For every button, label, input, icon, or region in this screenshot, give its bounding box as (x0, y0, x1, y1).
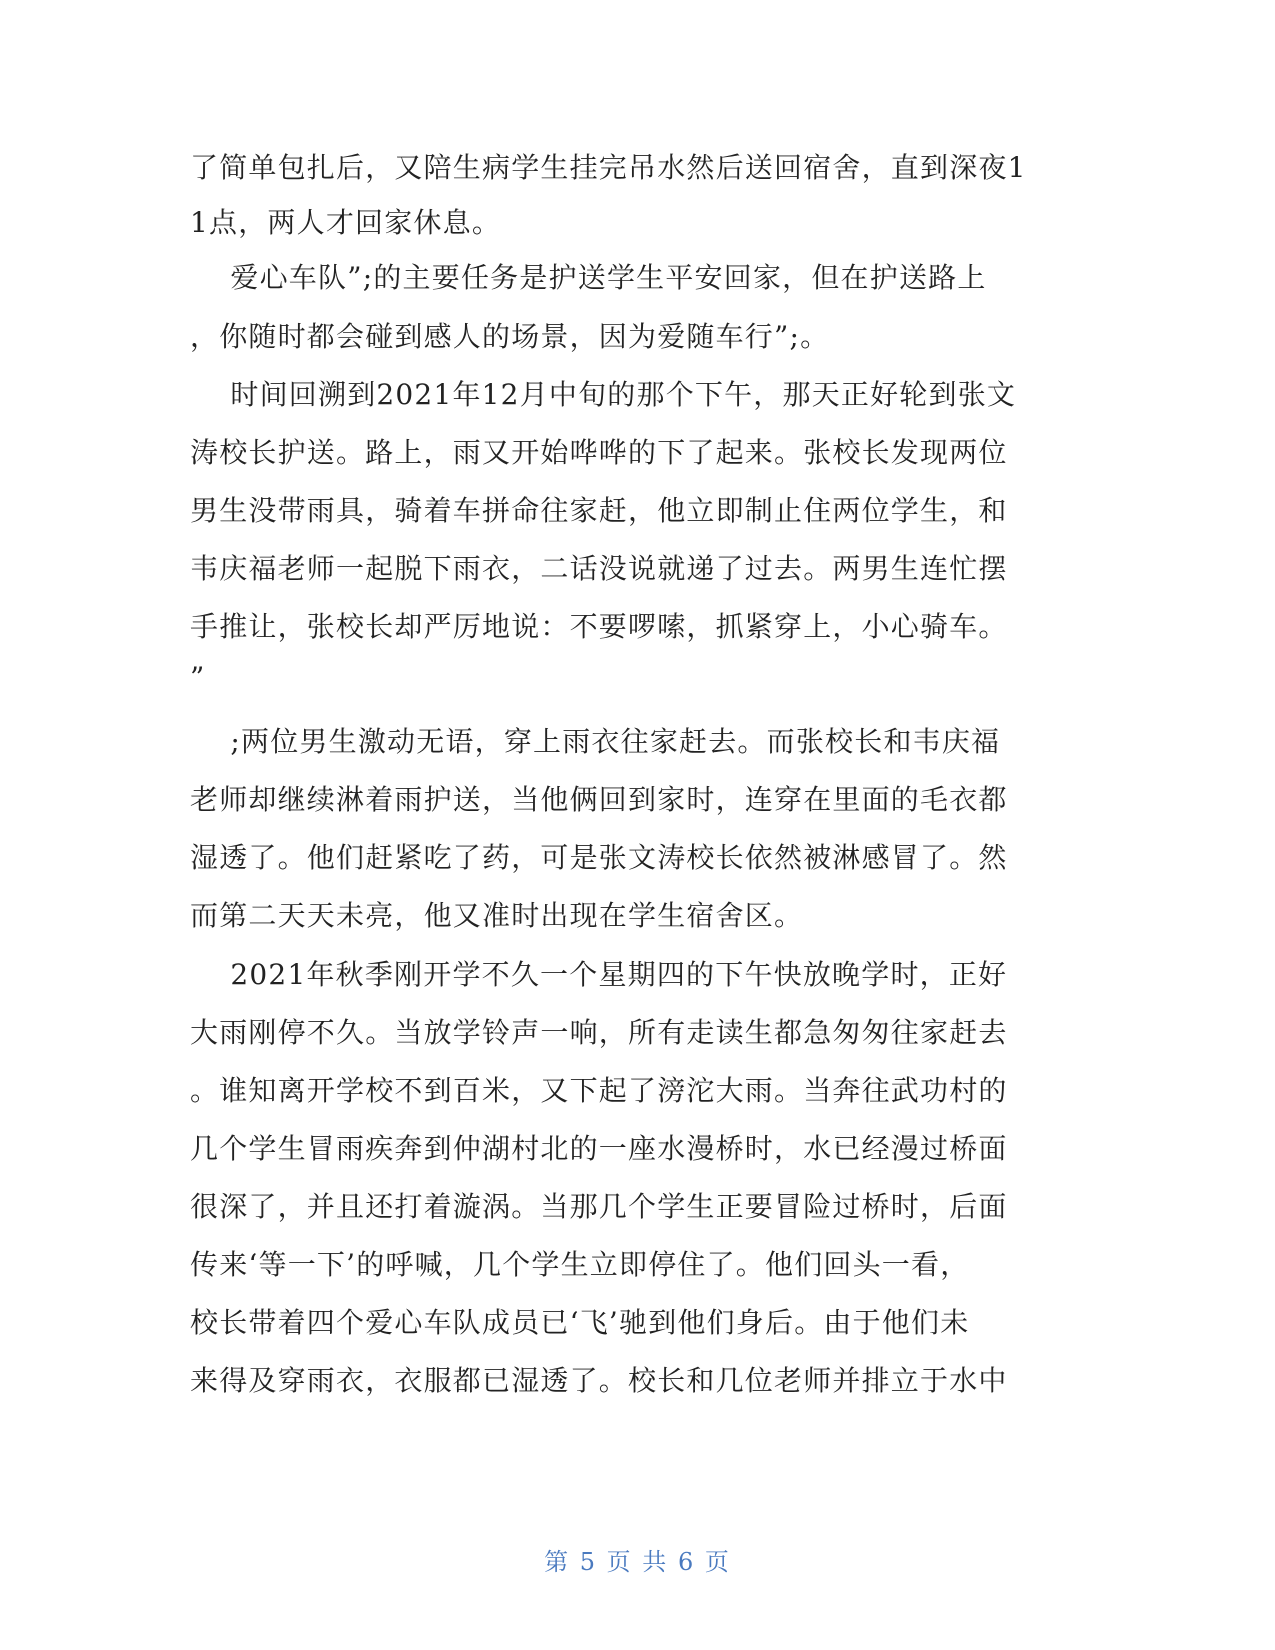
text-line: 手推让，张校长却严厉地说：不要啰嗦，抓紧穿上，小心骑车。 (190, 610, 1008, 643)
text-line: 老师却继续淋着雨护送，当他俩回到家时，连穿在里面的毛衣都 (190, 783, 1008, 816)
text-line: 1点，两人才回家休息。 (190, 206, 502, 239)
text-line: 2021年秋季刚开学不久一个星期四的下午快放晚学时，正好 (190, 958, 1008, 991)
text-line: ;两位男生激动无语，穿上雨衣往家赶去。而张校长和韦庆福 (190, 725, 1001, 758)
text-line: ，你随时都会碰到感人的场景，因为爱随车行”;。 (190, 320, 830, 353)
text-line: 男生没带雨具，骑着车拼命往家赶，他立即制止住两位学生，和 (190, 494, 1008, 527)
text-line: 。谁知离开学校不到百米，又下起了滂沱大雨。当奔往武功村的 (190, 1074, 1008, 1107)
text-line: 湿透了。他们赶紧吃了药，可是张文涛校长依然被淋感冒了。然 (190, 841, 1008, 874)
text-line: 涛校长护送。路上，雨又开始哗哗的下了起来。张校长发现两位 (190, 436, 1008, 469)
page-number-footer: 第 5 页 共 6 页 (544, 1548, 731, 1576)
text-line: 爱心车队”;的主要任务是护送学生平安回家，但在护送路上 (190, 261, 987, 294)
text-line: 了简单包扎后，又陪生病学生挂完吊水然后送回宿舍，直到深夜1 (190, 151, 1027, 184)
text-line: 校长带着四个爱心车队成员已‘飞’驰到他们身后。由于他们未 (190, 1306, 970, 1339)
text-line: 很深了，并且还打着漩涡。当那几个学生正要冒险过桥时，后面 (190, 1190, 1008, 1223)
text-line: 几个学生冒雨疾奔到仲湖村北的一座水漫桥时，水已经漫过桥面 (190, 1132, 1008, 1165)
text-line: 时间回溯到2021年12月中旬的那个下午，那天正好轮到张文 (190, 378, 1017, 411)
text-line: 传来‘等一下’的呼喊，几个学生立即停住了。他们回头一看， (190, 1248, 970, 1281)
text-line: ” (190, 661, 206, 694)
text-line: 韦庆福老师一起脱下雨衣，二话没说就递了过去。两男生连忙摆 (190, 552, 1008, 585)
text-line: 来得及穿雨衣，衣服都已湿透了。校长和几位老师并排立于水中 (190, 1364, 1008, 1397)
text-line: 而第二天天未亮，他又准时出现在学生宿舍区。 (190, 899, 804, 932)
text-line: 大雨刚停不久。当放学铃声一响，所有走读生都急匆匆往家赶去 (190, 1016, 1008, 1049)
